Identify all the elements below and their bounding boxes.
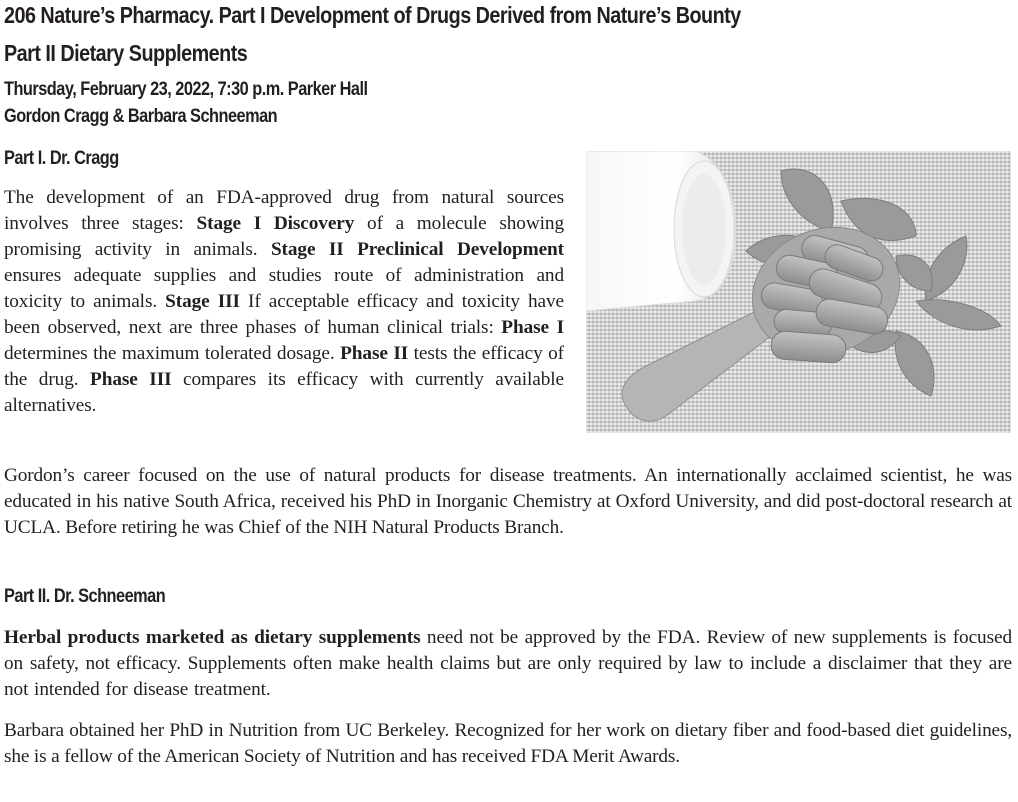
bold-term: Stage I Discovery <box>196 213 355 234</box>
text-run: determines the maximum tolerated dosage. <box>4 343 341 364</box>
text-run: ensures adequate supplies and studies route of administration and toxicity to animals. <box>4 265 564 312</box>
text-run: of a molecule showing promising activity in animals. <box>4 213 565 260</box>
bold-term: Stage II Preclinical Development <box>270 239 565 260</box>
course-title: 206 Nature’s Pharmacy. Part I Development of Drugs Derived from Nature’s Bounty <box>4 2 741 28</box>
part2-heading: Part II. Dr. Schneeman <box>4 586 166 607</box>
bold-term: Stage III <box>165 291 240 312</box>
text-run: If acceptable efficacy and toxicity have been observed, next are three phases of human clinical trials: <box>4 291 564 338</box>
bottle <box>586 151 736 311</box>
event-datetime-location: Thursday, February 23, 2022, 7:30 p.m. Parker Hall <box>4 79 368 100</box>
bold-term: Phase III <box>90 369 172 390</box>
part2-bio-paragraph: Barbara obtained her PhD in Nutrition from UC Berkeley. Recognized for her work on dietary fiber and food-based diet guidelines, she is a fellow of the American Society of Nutrition and has received FDA Merit Awards. <box>4 720 1012 767</box>
text-run: tests the efficacy of the drug. <box>4 343 565 390</box>
photo-illustration <box>586 151 1011 433</box>
text-run: need not be approved by the FDA. Review of new supplements is focused on safety, not efficacy. Supplements often make health claims but are only required by law to include a disclaimer that they are not intended for disease treatment. <box>4 627 1012 700</box>
part1-bio-paragraph: Gordon’s career focused on the use of natural products for disease treatments. An internationally acclaimed scientist, he was educated in his native South Africa, received his PhD in Inorganic Chemistry at Oxford University, and did post-doctoral research at UCLA. Before retiring he was Chief of the NIH Natural Products Branch. <box>4 465 1012 538</box>
course-subtitle: Part II Dietary Supplements <box>4 40 248 66</box>
part1-heading: Part I. Dr. Cragg <box>4 148 119 169</box>
supplements-photo <box>586 151 1011 433</box>
text-run: compares its efficacy with currently available alternatives. <box>4 369 564 416</box>
bold-term: Phase I <box>501 317 564 338</box>
text-run: The development of an FDA-approved drug from natural sources involves three stages: <box>4 187 564 234</box>
speakers: Gordon Cragg & Barbara Schneeman <box>4 106 278 127</box>
bold-term: Phase II <box>340 343 409 364</box>
part2-intro-paragraph <box>4 625 1012 703</box>
bold-term: Herbal products marketed as dietary supplements <box>4 627 421 648</box>
part1-intro-paragraph <box>4 185 564 419</box>
